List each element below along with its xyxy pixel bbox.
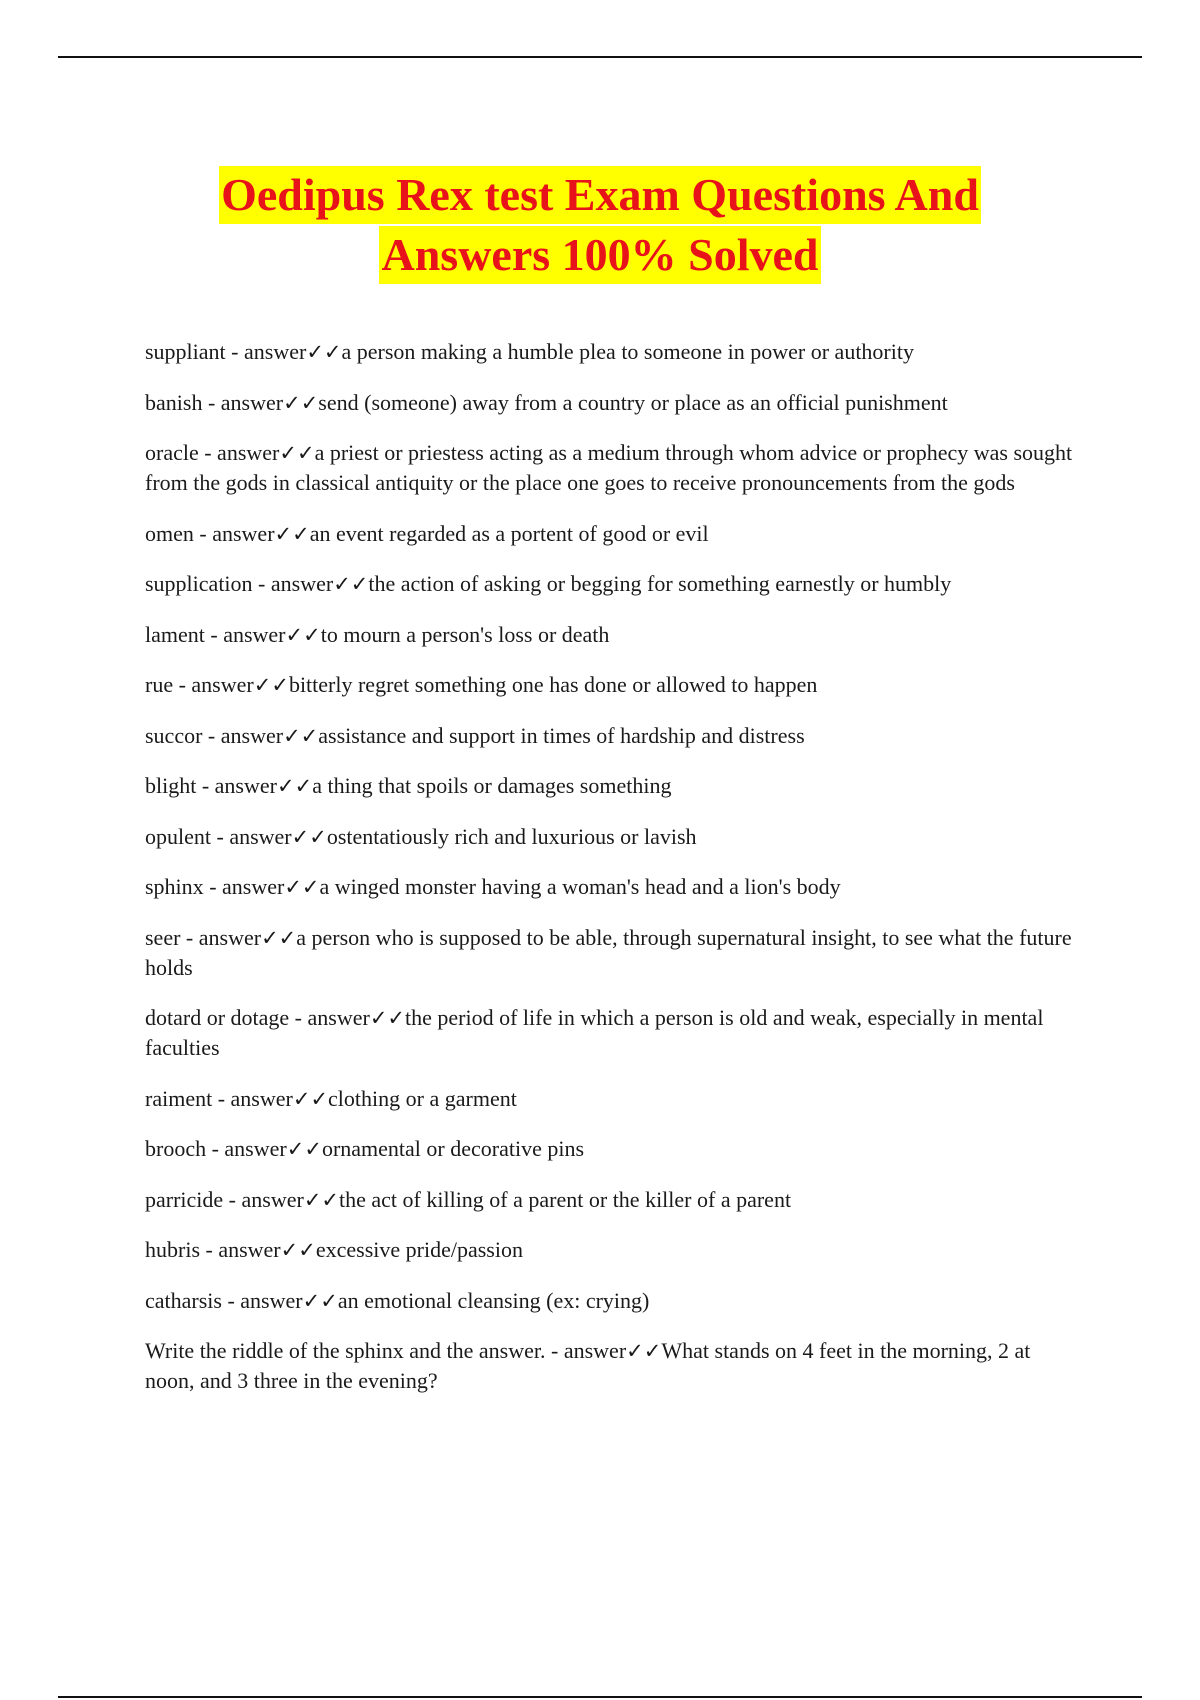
term: rue: [145, 672, 174, 697]
qa-item-succor: [145, 721, 1085, 751]
double-check-icon: ✓✓: [333, 572, 369, 596]
double-check-icon: ✓✓: [286, 1137, 322, 1161]
qa-item-rue: [145, 670, 1085, 700]
double-check-icon: ✓✓: [276, 774, 313, 798]
qa-item-opulent: [145, 822, 1085, 852]
answer-separator: - answer: [225, 339, 307, 364]
definition: the act of killing of a parent or the killer of a parent: [339, 1186, 792, 1212]
answer-separator: - answer: [211, 823, 292, 849]
term: seer: [145, 924, 181, 950]
definition: excessive pride/passion: [315, 1237, 523, 1262]
qa-item-dotard: [145, 1003, 1085, 1063]
qa-item-banish: [145, 388, 1085, 418]
term: opulent: [145, 823, 211, 849]
double-check-icon: ✓✓: [626, 1339, 662, 1363]
definition: bitterly regret something one has done or allowed to happen: [288, 672, 818, 697]
qa-item-blight: [145, 771, 1085, 801]
term: Write the riddle of the sphinx and the answer.: [145, 1338, 546, 1363]
double-check-icon: ✓✓: [261, 925, 297, 950]
top-rule: [58, 56, 1142, 58]
term: omen: [145, 520, 194, 546]
qa-item-sphinx-riddle: [145, 1336, 1085, 1396]
term: succor: [145, 722, 203, 748]
answer-separator: - answer: [198, 440, 280, 465]
term: parricide: [145, 1186, 224, 1212]
qa-item-hubris: [145, 1235, 1085, 1265]
double-check-icon: ✓✓: [280, 1238, 316, 1262]
term: oracle: [145, 440, 199, 465]
double-check-icon: ✓✓: [291, 824, 327, 849]
qa-item-oracle: [145, 438, 1085, 498]
title-line-1: Oedipus Rex test Exam Questions And: [219, 166, 981, 224]
term: brooch: [145, 1136, 207, 1161]
double-check-icon: ✓✓: [279, 441, 315, 465]
term: blight: [145, 773, 197, 798]
double-check-icon: ✓✓: [284, 875, 320, 899]
definition: to mourn a person's loss or death: [320, 621, 610, 647]
title-line-2: Answers 100% Solved: [379, 226, 820, 284]
definition: clothing or a garment: [328, 1085, 517, 1111]
qa-item-catharsis: [145, 1286, 1085, 1316]
double-check-icon: ✓✓: [302, 1288, 338, 1313]
definition: a person making a humble plea to someone in power or authority: [341, 339, 914, 364]
definition: a priest or priestess acting as a medium through whom advice or prophecy was sought from the gods in classical antiquity or the place one goes to receive pronouncements from the gods: [145, 440, 1073, 495]
answer-separator: - answer: [212, 1085, 293, 1111]
bottom-rule: [58, 1696, 1142, 1698]
term: lament: [145, 621, 205, 647]
answer-separator: - answer: [202, 722, 284, 748]
term: catharsis: [145, 1287, 222, 1313]
answer-separator: - answer: [180, 924, 262, 950]
double-check-icon: ✓✓: [369, 1006, 406, 1030]
definition: an event regarded as a portent of good or evil: [309, 520, 709, 546]
term: supplication: [145, 571, 253, 596]
definition: a person who is supposed to be able, through supernatural insight, to see what the future holds: [145, 924, 1072, 980]
definition: the period of life in which a person is old and weak, especially in mental faculties: [145, 1005, 1044, 1060]
term: dotard or dotage: [145, 1005, 290, 1030]
answer-separator: - answer: [196, 773, 277, 798]
term: sphinx: [145, 874, 204, 899]
definition: the action of asking or begging for something earnestly or humbly: [368, 571, 952, 596]
definition: assistance and support in times of hardship and distress: [318, 722, 805, 748]
document-title: [0, 166, 1200, 286]
answer-separator: - answer: [289, 1005, 370, 1030]
qa-item-seer: [145, 923, 1085, 983]
answer-separator: - answer: [223, 1186, 304, 1212]
definition: What stands on 4 feet in the morning, 2 at noon, and 3 three in the evening?: [145, 1338, 1031, 1393]
double-check-icon: ✓✓: [274, 521, 310, 546]
qa-item-omen: [145, 519, 1085, 549]
term: raiment: [145, 1085, 213, 1111]
term: suppliant: [145, 339, 226, 364]
double-check-icon: ✓✓: [306, 340, 342, 364]
definition: send (someone) away from a country or place as an official punishment: [318, 389, 948, 415]
qa-item-raiment: [145, 1084, 1085, 1114]
qa-item-lament: [145, 620, 1085, 650]
double-check-icon: ✓✓: [283, 390, 319, 415]
definition: ornamental or decorative pins: [321, 1136, 585, 1161]
qa-item-parricide: [145, 1185, 1085, 1215]
qa-item-supplication: [145, 569, 1085, 599]
qa-item-sphinx: [145, 872, 1085, 902]
double-check-icon: ✓✓: [292, 1086, 329, 1111]
answer-separator: - answer: [200, 1237, 281, 1262]
term: banish: [145, 389, 203, 415]
qa-list: [145, 337, 1085, 1417]
double-check-icon: ✓✓: [283, 723, 319, 748]
answer-separator: - answer: [173, 672, 254, 697]
qa-item-brooch: [145, 1134, 1085, 1164]
answer-separator: - answer: [203, 874, 285, 899]
double-check-icon: ✓✓: [303, 1187, 340, 1212]
answer-separator: - answer: [221, 1287, 303, 1313]
answer-separator: - answer: [545, 1338, 627, 1363]
definition: an emotional cleansing (ex: crying): [337, 1287, 650, 1313]
answer-separator: - answer: [202, 389, 284, 415]
double-check-icon: ✓✓: [285, 622, 321, 647]
definition: a winged monster having a woman's head and a lion's body: [319, 874, 841, 899]
definition: a thing that spoils or damages something: [312, 773, 672, 798]
definition: ostentatiously rich and luxurious or lavish: [326, 823, 697, 849]
answer-separator: - answer: [193, 520, 275, 546]
double-check-icon: ✓✓: [253, 673, 289, 697]
answer-separator: - answer: [206, 1136, 287, 1161]
term: hubris: [145, 1237, 200, 1262]
answer-separator: - answer: [204, 621, 286, 647]
answer-separator: - answer: [252, 571, 334, 596]
qa-item-suppliant: [145, 337, 1085, 367]
